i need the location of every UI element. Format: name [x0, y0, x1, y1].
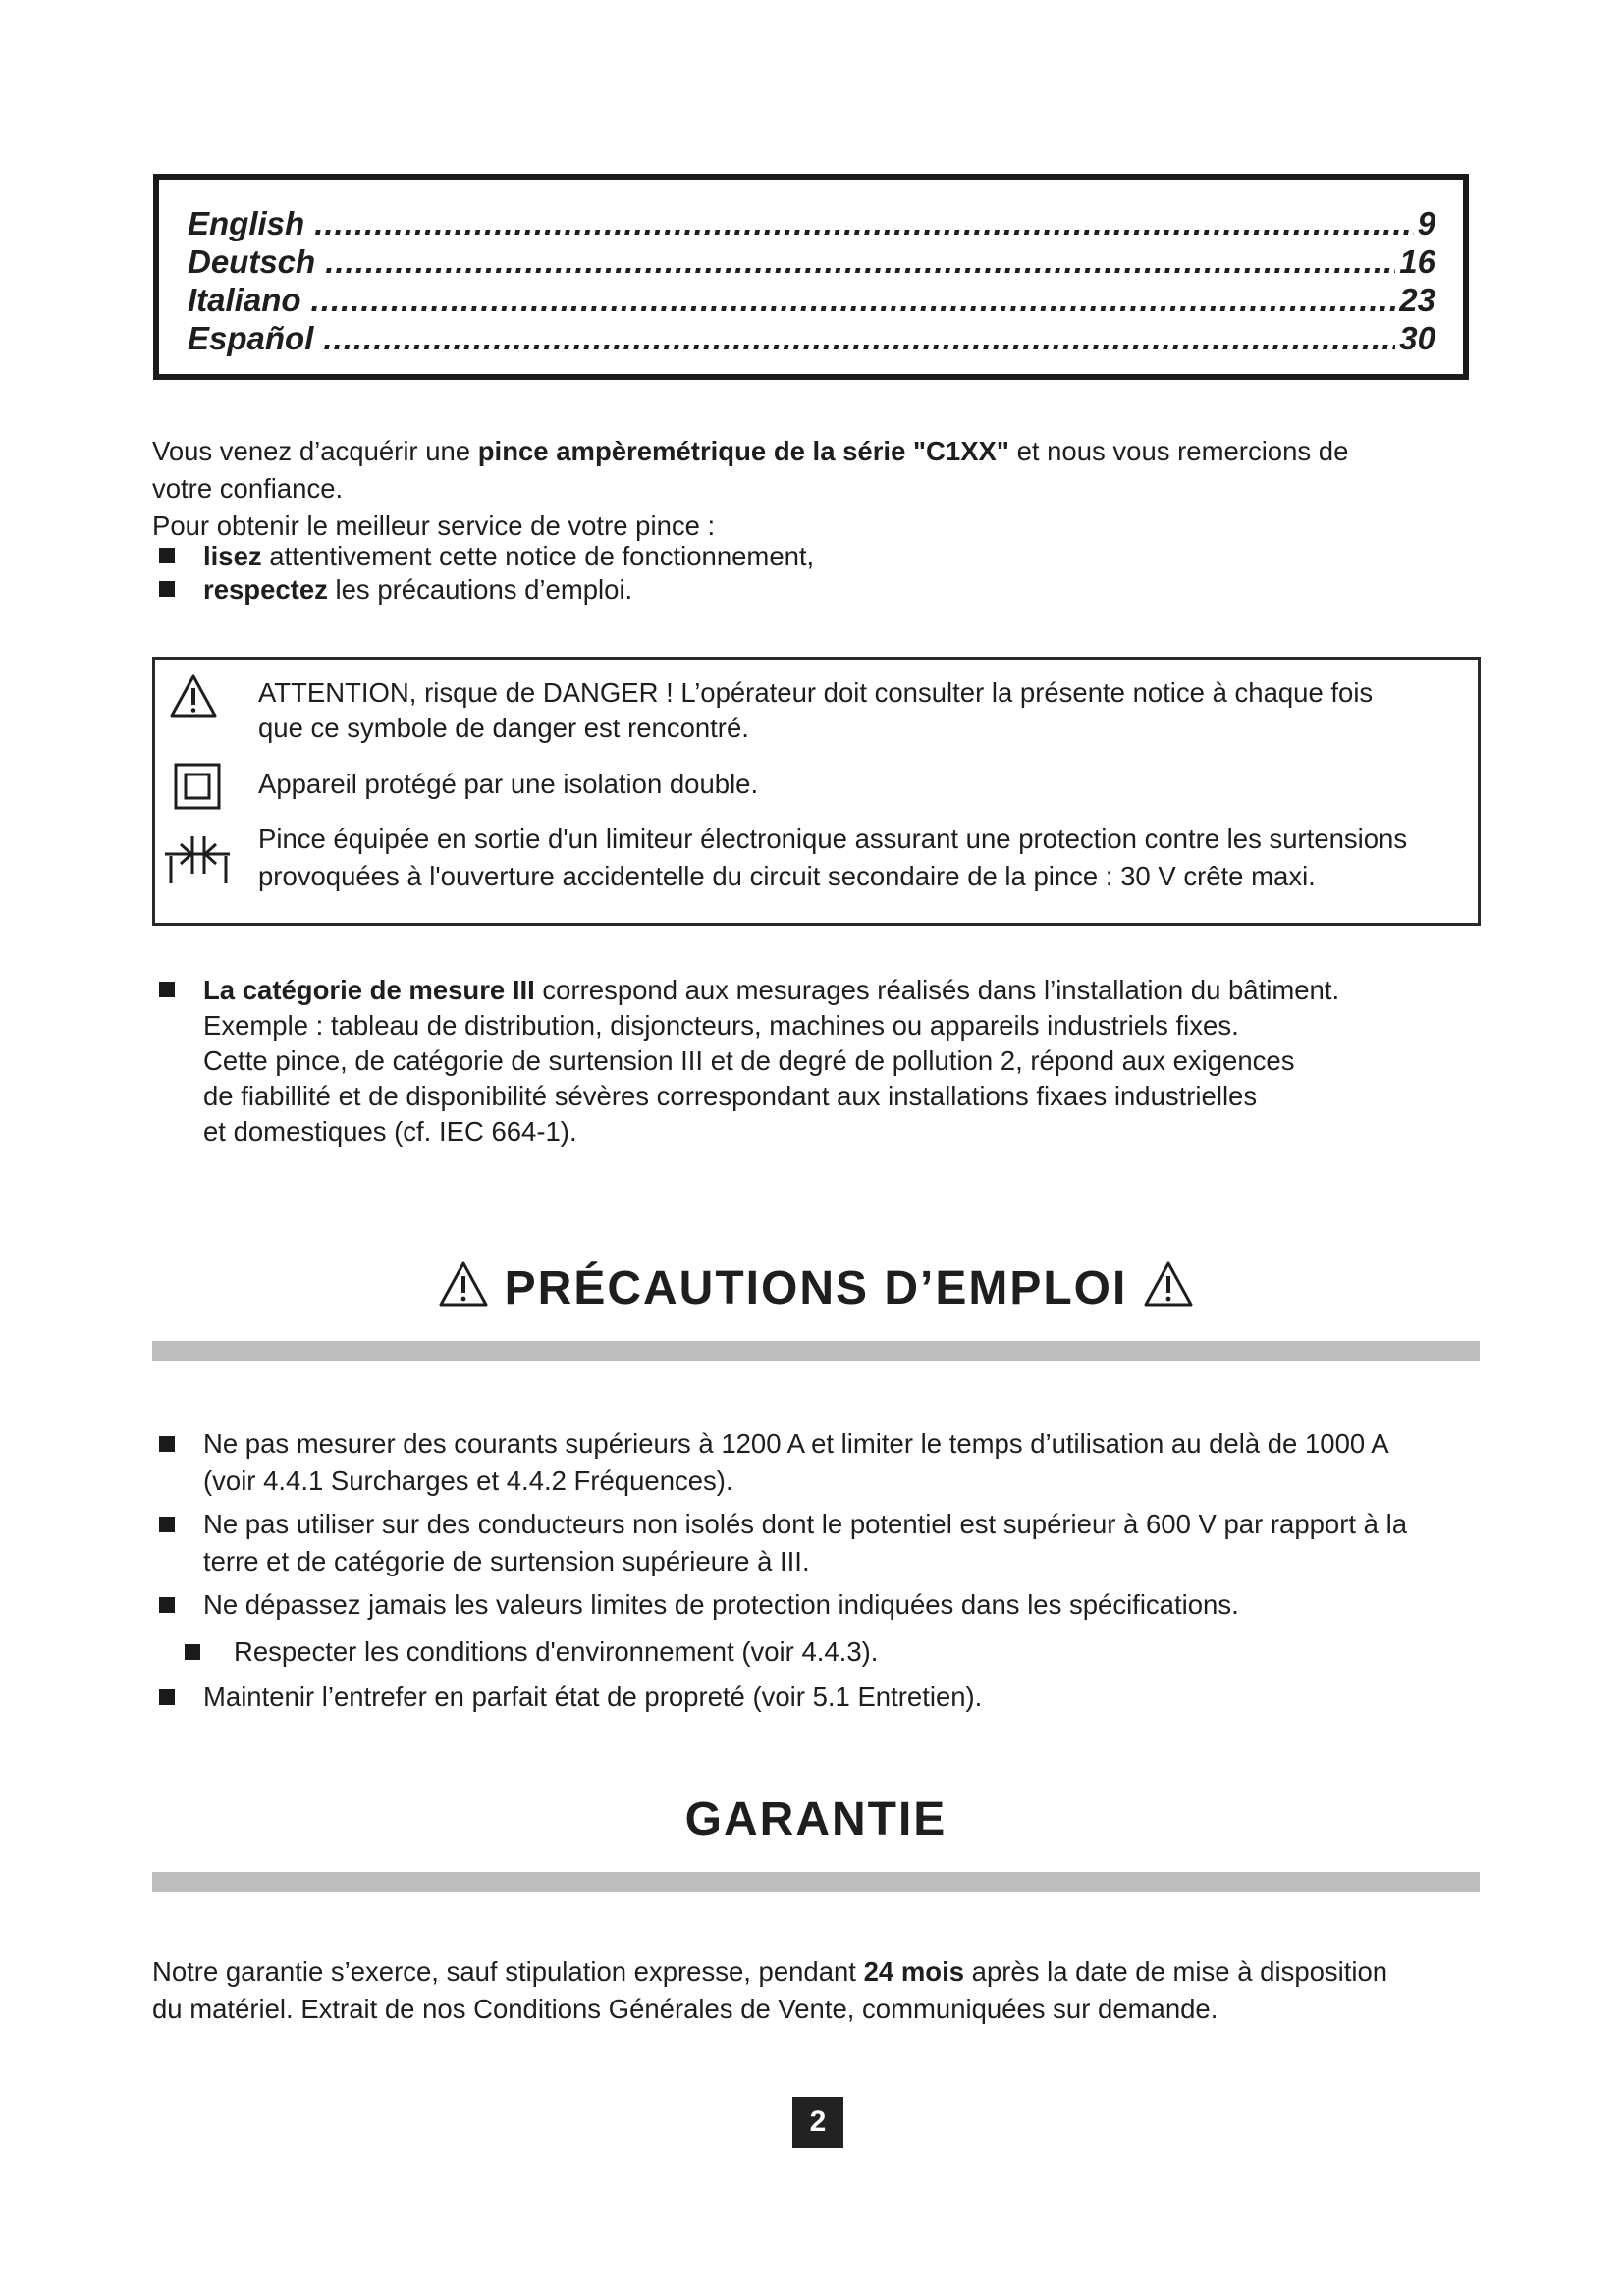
- toc-entry-english[interactable]: [188, 204, 1435, 242]
- garantie-line-2: du matériel. Extrait de nos Conditions Générales de Vente, communiquées sur demande.: [152, 1994, 1218, 2024]
- danger-text-1: ATTENTION, risque de DANGER ! L’opérateur doit consulter la présente notice à chaque fois: [258, 677, 1374, 708]
- category-line-4: de fiabillité et de disponibilité sévères correspondant aux installations fixaes industrielles: [203, 1081, 1258, 1111]
- section-divider: [152, 1872, 1480, 1892]
- precaution-item-3: Ne dépassez jamais les valeurs limites de protection indiquées dans les spécifications.: [203, 1589, 1239, 1620]
- precaution-item-1-cont: (voir 4.4.1 Surcharges et 4.4.2 Fréquences).: [203, 1466, 733, 1496]
- toc-entry-italiano[interactable]: [188, 281, 1435, 319]
- precaution-item-1: Ne pas mesurer des courants supérieurs à 1200 A et limiter le temps d’utilisation au delà de 1000 A: [203, 1428, 1389, 1459]
- category-line-5: et domestiques (cf. IEC 664-1).: [203, 1116, 577, 1147]
- intro-line-1: Vous venez d’acquérir une pince ampèremétrique de la série "C1XX" et nous vous remercions de: [152, 436, 1349, 466]
- bullet-square-icon: [159, 548, 175, 563]
- toc-entry-espanol[interactable]: [188, 319, 1435, 357]
- limiter-text-2: provoquées à l'ouverture accidentelle du circuit secondaire de la pince : 30 V crête maxi.: [258, 861, 1316, 891]
- toc-label: Español: [188, 320, 314, 356]
- precautions-heading: PRÉCAUTIONS D’EMPLOI: [152, 1260, 1480, 1315]
- double-insulation-text: Appareil protégé par une isolation double.: [258, 769, 759, 799]
- toc-page: 23: [1399, 282, 1435, 318]
- bullet-square-icon: [159, 1517, 175, 1532]
- garantie-line-1: Notre garantie s’exerce, sauf stipulation expresse, pendant 24 mois après la date de mise à disposition: [152, 1956, 1388, 1987]
- precaution-item-4: Respecter les conditions d'environnement (voir 4.4.3).: [234, 1636, 879, 1667]
- category-line-2: Exemple : tableau de distribution, disjoncteurs, machines ou appareils industriels fixes.: [203, 1010, 1239, 1041]
- page-number: 2: [792, 2097, 843, 2148]
- category-line-3: Cette pince, de catégorie de surtension III et de degré de pollution 2, répond aux exigences: [203, 1045, 1295, 1076]
- garantie-heading: GARANTIE: [684, 1793, 947, 1845]
- toc-page: 30: [1399, 320, 1435, 356]
- bullet-square-icon: [159, 1436, 175, 1452]
- limiter-text-1: Pince équipée en sortie d'un limiteur électronique assurant une protection contre les surtensions: [258, 824, 1408, 854]
- double-insulation-icon: [174, 763, 221, 810]
- bullet-square-icon: [159, 1689, 175, 1705]
- toc-page: 9: [1417, 205, 1435, 241]
- bullet-square-icon: [159, 1597, 175, 1613]
- section-divider: [152, 1341, 1480, 1361]
- toc-label: English: [188, 205, 305, 241]
- precaution-item-2-cont: terre et de catégorie de surtension supérieure à III.: [203, 1546, 810, 1576]
- intro-line-2: votre confiance.: [152, 473, 344, 504]
- precaution-item-2: Ne pas utiliser sur des conducteurs non isolés dont le potentiel est supérieur à 600 V par rapport à la: [203, 1509, 1407, 1539]
- toc-entry-deutsch[interactable]: [188, 242, 1435, 281]
- toc-label: Italiano: [188, 282, 301, 318]
- intro-line-3: Pour obtenir le meilleur service de votre pince :: [152, 510, 716, 541]
- danger-text-2: que ce symbole de danger est rencontré.: [258, 713, 749, 743]
- bullet-square-icon: [159, 581, 175, 597]
- table-of-contents: [153, 174, 1469, 380]
- voltage-limiter-icon: [163, 830, 234, 887]
- warning-triangle-icon: [1143, 1260, 1194, 1308]
- warning-triangle-icon: [169, 673, 218, 719]
- precaution-item-5: Maintenir l’entrefer en parfait état de propreté (voir 5.1 Entretien).: [203, 1682, 983, 1712]
- warning-triangle-icon: [438, 1260, 489, 1308]
- toc-label: Deutsch: [188, 243, 316, 280]
- intro-bullet-1: lisez attentivement cette notice de fonctionnement,: [203, 541, 815, 571]
- intro-bullet-2: respectez les précautions d’emploi.: [203, 574, 633, 605]
- bullet-square-icon: [185, 1644, 200, 1660]
- category-line-1: La catégorie de mesure III correspond aux mesurages réalisés dans l’installation du bâtiment.: [203, 975, 1340, 1005]
- toc-page: 16: [1399, 243, 1435, 280]
- bullet-square-icon: [159, 982, 175, 997]
